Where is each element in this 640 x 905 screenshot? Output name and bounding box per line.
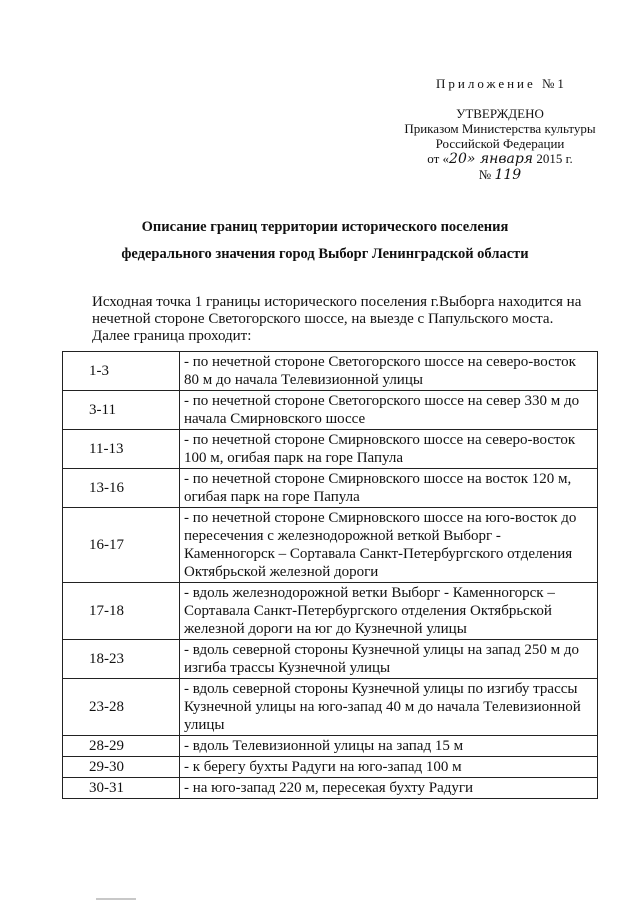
- intro-paragraph: [92, 294, 612, 345]
- description-cell: - к берегу бухты Радуги на юго-запад 100 м: [180, 757, 598, 778]
- segment-cell: 17-18: [63, 583, 180, 640]
- table-row: [63, 736, 598, 757]
- segment-cell: 11-13: [63, 430, 180, 469]
- segment-cell: 23-28: [63, 679, 180, 736]
- intro-line-2: нечетной стороне Светогорского шоссе, на выезде с Папульского моста.: [92, 311, 554, 327]
- date-prefix: от «: [427, 151, 450, 166]
- segment-cell: 18-23: [63, 640, 180, 679]
- approved-stamp-text: УТВЕРЖДЕНО: [456, 106, 544, 121]
- order-date: [392, 151, 608, 167]
- segment-cell: 3-11: [63, 391, 180, 430]
- segment-cell: 16-17: [63, 508, 180, 583]
- scan-artifact: [96, 898, 136, 900]
- description-cell: - по нечетной стороне Смирновского шоссе на восток 120 м, огибая парк на горе Папула: [180, 469, 598, 508]
- description-cell: - на юго-запад 220 м, пересекая бухту Радуги: [180, 778, 598, 799]
- approval-block: [392, 106, 608, 183]
- description-cell: - вдоль железнодорожной ветки Выборг - Каменногорск – Сортавала Санкт-Петербургского отделения Октябрьской железной дороги на юг до Кузнечной улицы: [180, 583, 598, 640]
- description-cell: - по нечетной стороне Светогорского шоссе на север 330 м до начала Смирновского шоссе: [180, 391, 598, 430]
- intro-line-3: Далее граница проходит:: [92, 328, 252, 344]
- table-row: [63, 679, 598, 736]
- number-prefix: №: [478, 167, 495, 182]
- number-handwritten: 119: [494, 167, 522, 183]
- description-cell: - вдоль Телевизионной улицы на запад 15 м: [180, 736, 598, 757]
- description-cell: - по нечетной стороне Смирновского шоссе на юго-восток до пересечения с железнодорожной веткой Выборг - Каменногорск – Сортавала Санкт-Петербургского отделения Октябрьской железной дороги: [180, 508, 598, 583]
- table-row: [63, 757, 598, 778]
- table-row: [63, 352, 598, 391]
- description-cell: - по нечетной стороне Смирновского шоссе на северо-восток 100 м, огибая парк на горе Папула: [180, 430, 598, 469]
- appendix-label: Приложение №1: [436, 76, 567, 91]
- segment-cell: 1-3: [63, 352, 180, 391]
- boundary-table: [62, 351, 598, 799]
- order-line-2: Российской Федерации: [435, 136, 565, 151]
- segment-cell: 30-31: [63, 778, 180, 799]
- table-row: [63, 640, 598, 679]
- document-title-line-2: федерального значения город Выборг Ленинградской области: [121, 246, 529, 262]
- intro-line-1: Исходная точка 1 границы исторического поселения г.Выборга находится на: [92, 294, 582, 310]
- table-row: [63, 469, 598, 508]
- table-row: [63, 583, 598, 640]
- date-suffix: 2015 г.: [533, 151, 573, 166]
- segment-cell: 28-29: [63, 736, 180, 757]
- table-row: [63, 508, 598, 583]
- order-number: [392, 167, 608, 183]
- description-cell: - по нечетной стороне Светогорского шоссе на северо-восток 80 м до начала Телевизионной улицы: [180, 352, 598, 391]
- description-cell: - вдоль северной стороны Кузнечной улицы по изгибу трассы Кузнечной улицы на юго-запад 40 м до начала Телевизионной улицы: [180, 679, 598, 736]
- table-row: [63, 391, 598, 430]
- date-handwritten: 20» января: [449, 151, 534, 167]
- table-row: [63, 778, 598, 799]
- document-title-line-1: Описание границ территории исторического поселения: [141, 219, 509, 235]
- segment-cell: 13-16: [63, 469, 180, 508]
- description-cell: - вдоль северной стороны Кузнечной улицы на запад 250 м до изгиба трассы Кузнечной улицы: [180, 640, 598, 679]
- table-row: [63, 430, 598, 469]
- order-line-1: Приказом Министерства культуры: [404, 121, 596, 136]
- segment-cell: 29-30: [63, 757, 180, 778]
